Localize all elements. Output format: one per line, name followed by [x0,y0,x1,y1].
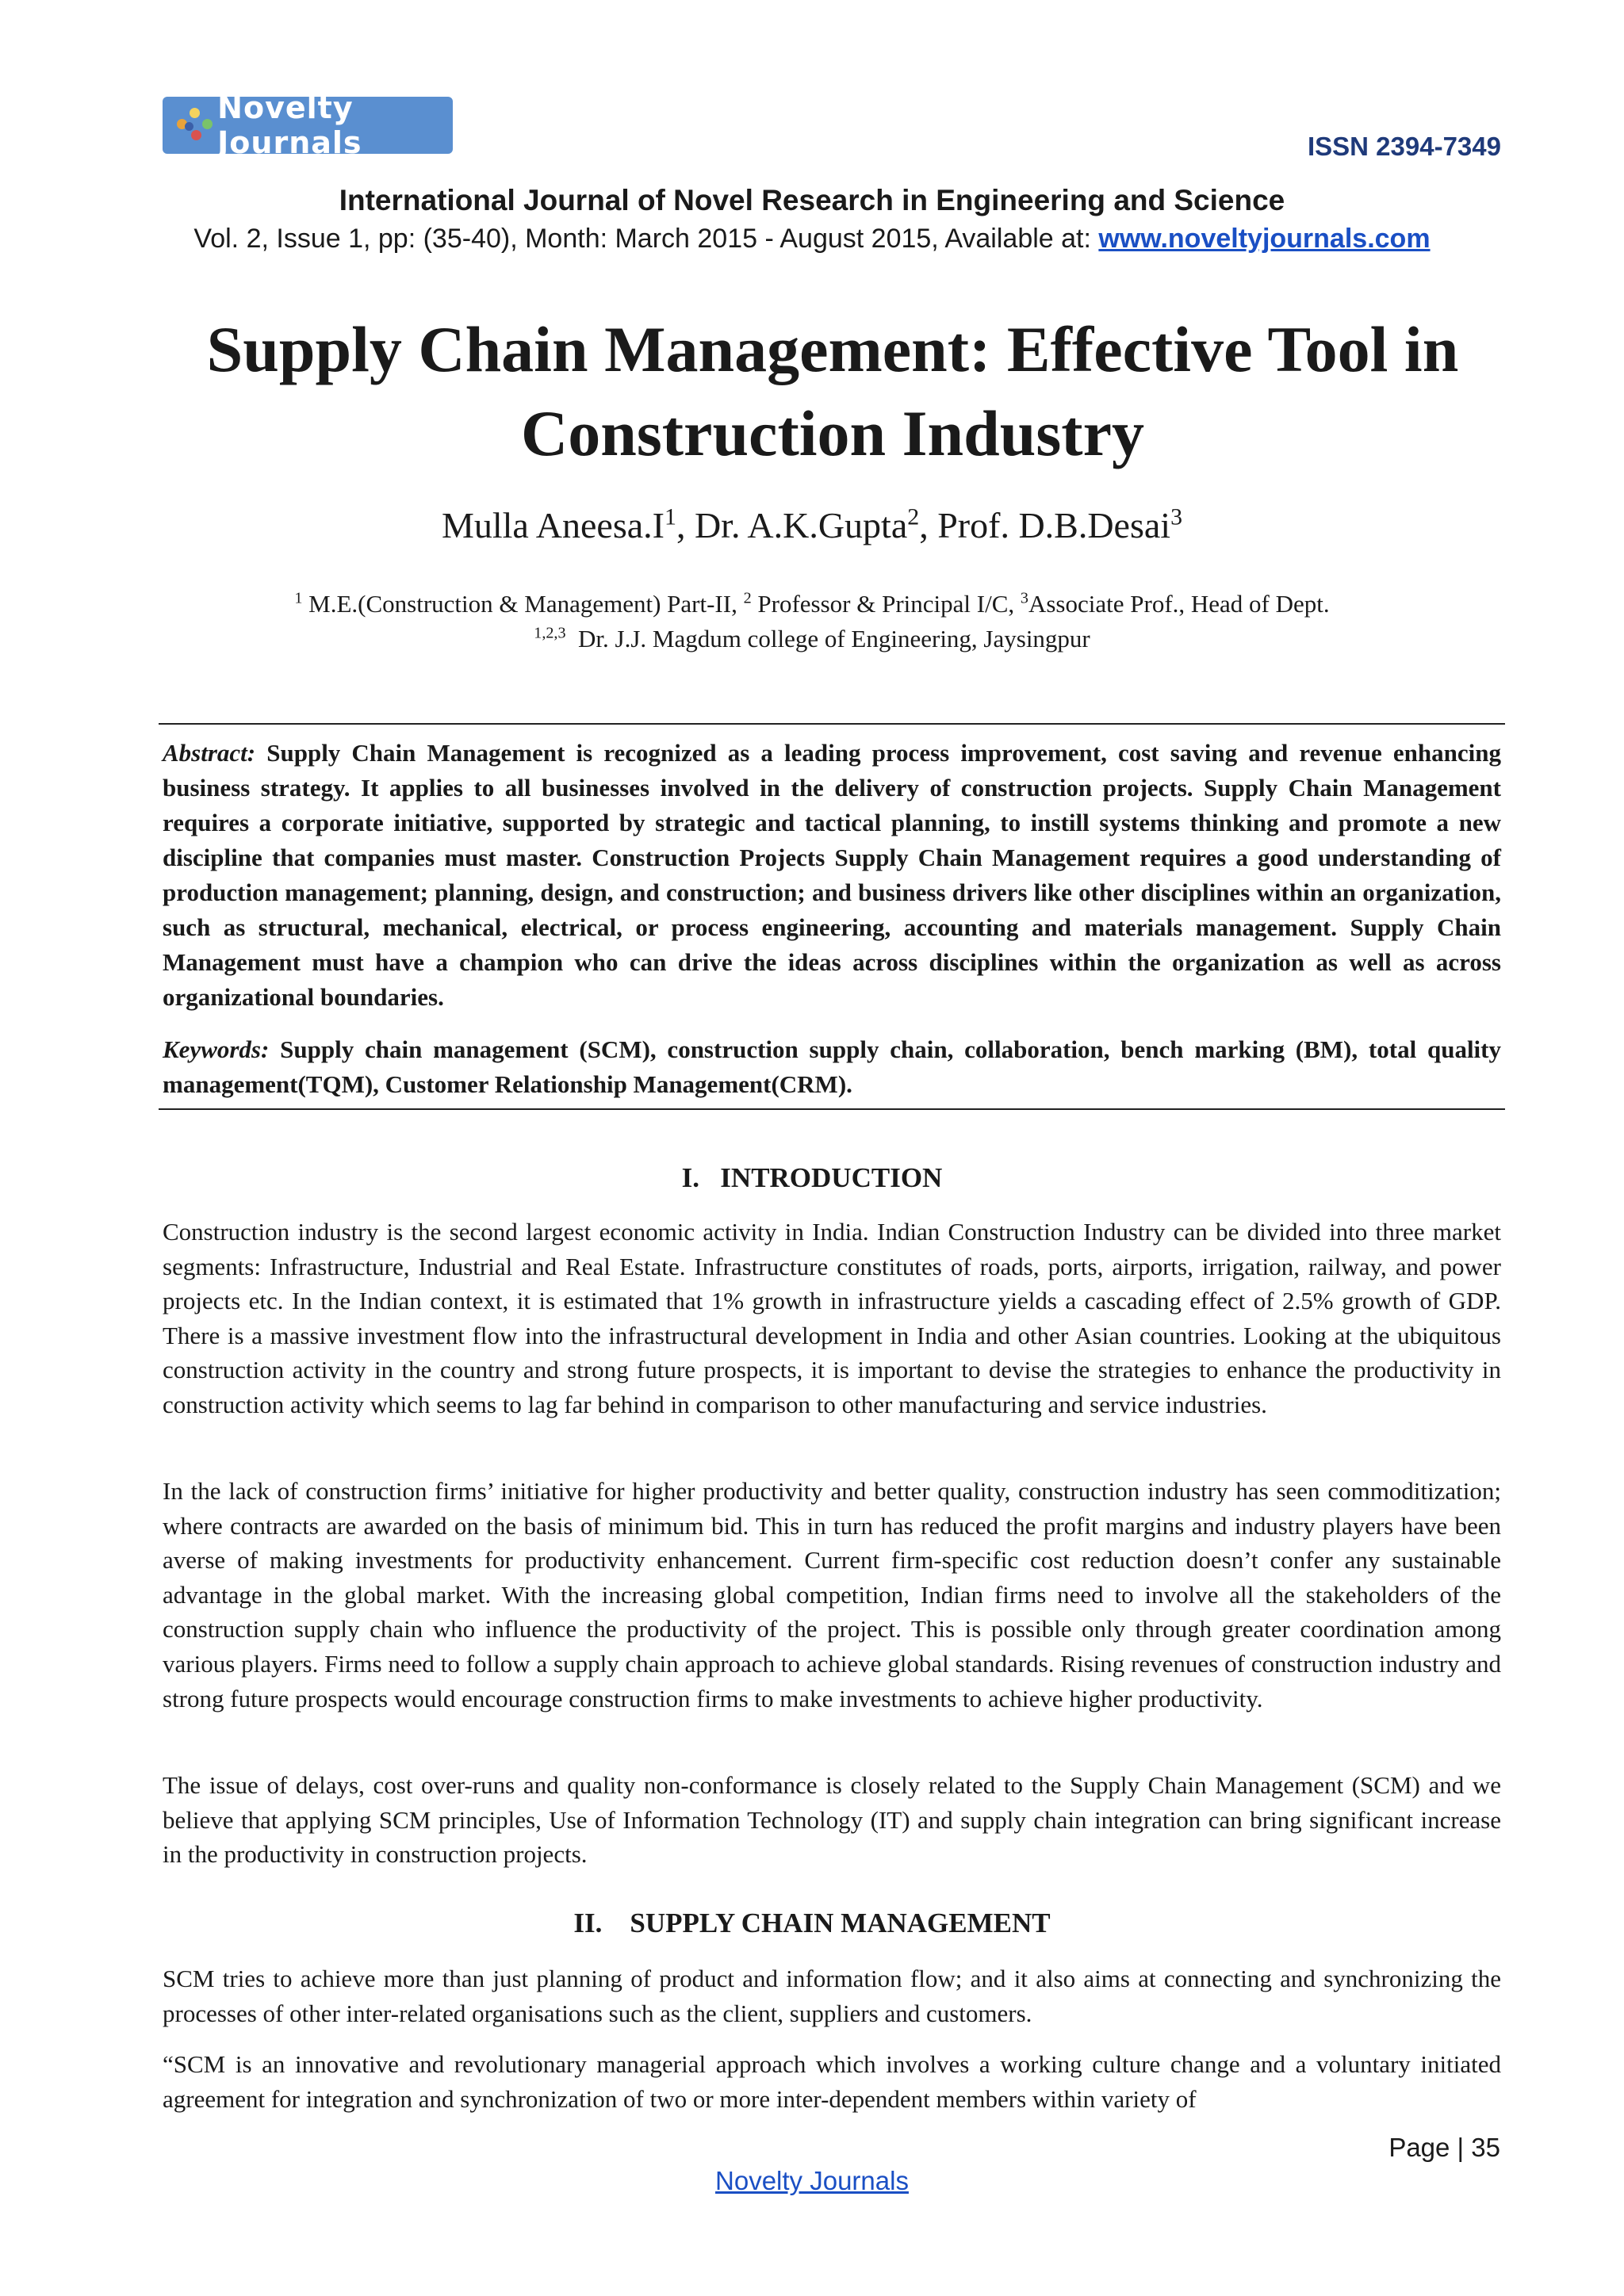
keywords [163,1032,1501,1102]
abstract [163,736,1501,1015]
affiliation-text: M.E.(Construction & Management) Part-II, [302,590,744,618]
novelty-journals-logo [163,90,453,160]
abstract-text: Supply Chain Management is recognized as a leading process improvement, cost saving and revenue enhancing business strategy. It applies to all businesses involved in the delivery of construction projects. Supply Chain Management requires a corporate initiative, supported by strategic and tactical planning, to instill systems thinking and promote a new discipline that companies must master. Construction Projects Supply Chain Management requires a good understanding of production management; planning, design, and construction; and business drivers like other disciplines within an organization, such as structural, mechanical, electrical, or process engineering, accounting and materials management. Supply Chain Management must have a champion who can drive the ideas across disciplines within the organization as well as across organizational boundaries. [163,739,1501,1011]
paper-title-line-2: Construction Industry [521,397,1144,469]
paper-title-line-1: Supply Chain Management: Effective Tool in [206,313,1459,385]
paragraph: The issue of delays, cost over-runs and quality non-conformance is closely related to the Supply Chain Management (SCM) and we believe that applying SCM principles, Use of Information Technology (IT) and supply chain integration can bring significant increase in the productivity in construction projects. [163,1771,1501,1869]
affiliation-superscript: 2 [743,589,752,607]
keywords-label: Keywords: [163,1035,270,1063]
journal-meta [0,224,1624,254]
affiliation-superscript: 3 [1020,589,1028,607]
affiliation-text: Dr. J.J. Magdum college of Engineering, Jaysingpur [565,625,1090,652]
journal-url-link[interactable]: www.noveltyjournals.com [1098,224,1431,254]
paragraph: SCM tries to achieve more than just planning of product and information flow; and it also aims at connecting and synchronizing the processes of other inter-related organisations such as the client, suppliers and customers. [163,1965,1501,2027]
affiliation-line-1 [0,590,1624,618]
journal-meta-text: Vol. 2, Issue 1, pp: (35-40), Month: March 2015 - August 2015, Available at: [193,224,1099,254]
paragraph: In the lack of construction firms’ initiative for higher productivity and better quality, construction industry has seen commoditization; where contracts are awarded on the basis of minimum bid. This in turn has reduced the profit margins and industry players have been averse of making investments for productivity enhancement. Current firm-specific cost reduction doesn’t confer any sustainable advantage in the global market. With the increasing global competition, Indian firms need to involve all the stakeholders of the construction supply chain who influence the productivity of the project. This is possible only through greater coordination among various players. Firms need to follow a supply chain approach to achieve global standards. Rising revenues of construction industry and strong future prospects would encourage construction firms to make investments to achieve higher productivity. [163,1477,1501,1712]
author-name: Mulla Aneesa.I [441,505,665,545]
logo-molecule-icon [174,103,209,147]
logo-text: Novelty Journals [217,90,362,160]
author-name: Prof. D.B.Desai [937,505,1171,545]
affiliation-text: Associate Prof., Head of Dept. [1028,590,1330,618]
keywords-text: Supply chain management (SCM), construction supply chain, collaboration, bench marking (BM), total quality management(TQM), Customer Relationship Management(CRM). [163,1035,1501,1098]
abstract-top-rule [159,723,1505,725]
page-number: Page | 35 [1388,2133,1500,2162]
abstract-bottom-rule [159,1108,1505,1110]
footer-publisher-link[interactable]: Novelty Journals [715,2166,909,2195]
affiliation-superscript: 1 [294,589,303,607]
paper-title [127,308,1538,476]
issn-number: ISSN 2394-7349 [1307,132,1501,161]
section-heading-introduction: I. INTRODUCTION [681,1162,943,1193]
section-heading-supply-chain-management: II. SUPPLY CHAIN MANAGEMENT [573,1908,1051,1938]
abstract-label: Abstract: [163,739,256,767]
paragraph: Construction industry is the second largest economic activity in India. Indian Construction Industry can be divided into three market segments: Infrastructure, Industrial and Real Estate. Infrastructure constitutes of roads, ports, airports, irrigation, railway, and power projects etc. In the Indian context, it is estimated that 1% growth in infrastructure yields a cascading effect of 2.5% growth of GDP. There is a massive investment flow into the infrastructural development in India and other Asian countries. Looking at the ubiquitous construction activity in the country and strong future prospects, it is important to devise the strategies to enhance the productivity in construction activity which seems to lag far behind in comparison to other manufacturing and service industries. [163,1218,1501,1418]
author-superscript: 3 [1170,503,1183,530]
author-superscript: 2 [907,503,920,530]
paragraph: “SCM is an innovative and revolutionary managerial approach which involves a working culture change and a voluntary initiated agreement for integration and synchronization of two or more inter-dependent members within variety of [163,2050,1501,2113]
author-list: Mulla $Aneesa.I^1$, Dr. A.K.Gupta$^2$, Prof. D.B.Desai$^3$ [441,503,1183,545]
author-name: Dr. A.K.Gupta [694,505,908,545]
affiliation-text: Professor & Principal I/C, [751,590,1021,618]
affiliation-superscript: 1,2,3 [534,624,566,642]
journal-title: International Journal of Novel Research in Engineering and Science [339,184,1285,216]
author-superscript: 1 [664,503,676,530]
affiliation-line-2 [0,625,1624,653]
